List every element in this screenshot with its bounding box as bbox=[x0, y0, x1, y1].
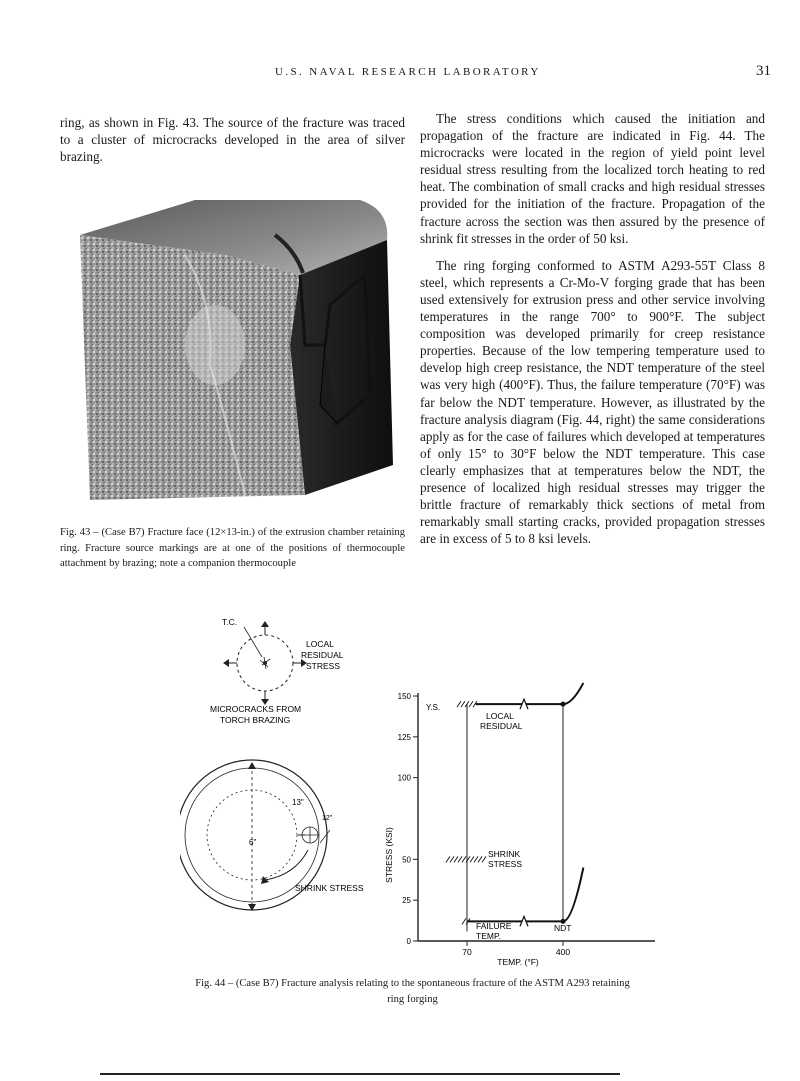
tc-label: T.C. bbox=[222, 617, 238, 627]
running-title: U.S. NAVAL RESEARCH LABORATORY bbox=[275, 66, 541, 78]
running-header bbox=[0, 63, 800, 86]
dim-6-label: 6" bbox=[249, 838, 257, 847]
x-tick-label: 70 bbox=[462, 947, 472, 957]
fracture-analysis-diagram bbox=[180, 605, 660, 970]
y-tick-label: 125 bbox=[397, 732, 411, 742]
local-residual-label-line-2: RESIDUAL bbox=[480, 721, 523, 731]
y-tick-label: 150 bbox=[397, 692, 411, 701]
yield-strength-curve bbox=[476, 683, 584, 704]
shrink-stress-hatch bbox=[454, 856, 458, 862]
ys-label: Y.S. bbox=[426, 703, 441, 712]
y-axis-label: STRESS (KSI) bbox=[384, 827, 394, 883]
fracture-face-photo bbox=[75, 195, 405, 507]
local-residual-hatch bbox=[469, 701, 473, 707]
shrink-stress-hatch bbox=[470, 856, 474, 862]
ndt-label: NDT bbox=[554, 923, 572, 933]
shrink-stress-hatch bbox=[482, 856, 486, 862]
failure-temp-hatch bbox=[462, 918, 466, 924]
shrink-stress-hatch bbox=[446, 856, 450, 862]
failure-temp-label-line-1: FAILURE bbox=[476, 921, 512, 931]
left-paragraph-1: ring, as shown in Fig. 43. The source of the fracture was traced to a cluster of microcracks developed in the area of silver brazing. bbox=[60, 115, 405, 165]
shrink-stress-hatch bbox=[458, 856, 462, 862]
y-tick-label: 25 bbox=[402, 896, 411, 906]
right-column bbox=[420, 110, 765, 547]
thermocouple-detail bbox=[210, 617, 344, 725]
local-residual-stress-line-1: LOCAL bbox=[306, 639, 334, 649]
figure-44-caption: Fig. 44 – (Case B7) Fracture analysis relating to the spontaneous fracture of the ASTM A293 retaining ring forging bbox=[195, 978, 630, 1005]
shrink-stress-hatch bbox=[450, 856, 454, 862]
dim-12-label: 12" bbox=[322, 815, 333, 822]
y-tick-label: 0 bbox=[406, 937, 411, 946]
local-residual-stress-line-2: RESIDUAL bbox=[301, 650, 344, 660]
local-residual-hatch bbox=[461, 701, 465, 707]
bottom-rule bbox=[100, 1073, 620, 1075]
microcracks-label-line-2: TORCH BRAZING bbox=[220, 715, 291, 725]
y-tick-label: 100 bbox=[397, 773, 411, 783]
figure-43-caption: Fig. 43 – (Case B7) Fracture face (12×13-in.) of the extrusion chamber retaining ring. Fracture source markings are at one of the positions of thermocouple attachment by brazing; note a companion thermocouple bbox=[60, 527, 405, 569]
dim-13-label: 13" bbox=[292, 798, 304, 807]
right-paragraph-1: The stress conditions which caused the initiation and propagation of the fracture are indicated in Fig. 44. The microcracks were located in the region of yield point level residual stress resulting from the localized torch heating to red heat. The combination of small cracks and high residual stresses provided for the initiation of the fracture. Propagation of the fracture across the section was then assured by the presence of shrink fit stresses in the order of 50 ksi. bbox=[420, 111, 765, 246]
x-tick-label: 400 bbox=[555, 947, 571, 957]
fracture-propagation-curve bbox=[467, 868, 583, 922]
local-residual-stress-line-3: STRESS bbox=[306, 661, 341, 671]
local-residual-label-line-1: LOCAL bbox=[486, 711, 514, 721]
right-paragraph-2: The ring forging conformed to ASTM A293-55T Class 8 steel, which represents a Cr-Mo-V forging grade that has been used extensively for extrusion press and other service involving temperatures in the range 700° to 900°F. The subject composition was developed primarily for creep resistance properties. Because of the low tempering temperature used to develop high creep resistance, the NDT temperature of the steel was very high (400°F). Thus, the failure temperature (70°F) was far below the NDT temperature. However, as illustrated by the fracture analysis diagram (Fig. 44, right) the same considerations apply as for the case of failures which developed at temperatures of only 15° to 30°F below the NDT temperature. This case clearly emphasizes that at temperatures below the NDT, the presence of localized high residual stresses may trigger the brittle fracture of remarkably thick sections of metal from remarkably small starting cracks, provided propagation stresses are in excess of 5 to 8 ksi levels. bbox=[420, 257, 765, 547]
microcracks-label-line-1: MICROCRACKS FROM bbox=[210, 704, 302, 714]
ring-diagram bbox=[180, 760, 364, 911]
x-axis-label: TEMP. (°F) bbox=[497, 957, 539, 967]
left-column bbox=[60, 114, 405, 165]
shrink-stress-label-line-2: STRESS bbox=[488, 859, 523, 869]
shrink-stress-hatch bbox=[478, 856, 482, 862]
shrink-stress-hatch bbox=[462, 856, 466, 862]
shrink-stress-ring-label: SHRINK STRESS bbox=[295, 883, 364, 893]
page-number: 31 bbox=[756, 63, 771, 79]
y-tick-label: 50 bbox=[402, 855, 411, 865]
ys-ndt-point bbox=[561, 702, 566, 707]
failure-temp-label-line-2: TEMP. bbox=[476, 931, 501, 941]
local-residual-hatch bbox=[457, 701, 461, 707]
fracture-analysis-chart bbox=[384, 683, 655, 967]
shrink-stress-hatch bbox=[474, 856, 478, 862]
shrink-stress-label-line-1: SHRINK bbox=[488, 849, 521, 859]
